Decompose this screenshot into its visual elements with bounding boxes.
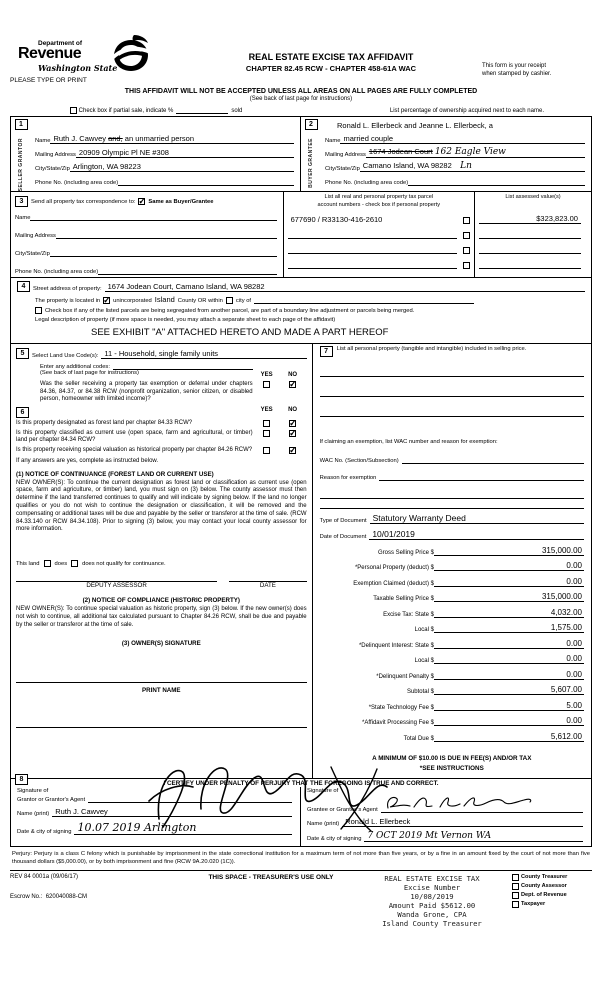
sections-5-6-column — [11, 344, 313, 778]
type-or-print-note: PLEASE TYPE OR PRINT — [10, 77, 87, 84]
section-3-correspondence — [11, 191, 591, 277]
q6-2-yes-checkbox[interactable] — [263, 430, 270, 437]
no-header-6: NO — [288, 406, 298, 413]
deputy-date-caption: DATE — [259, 582, 276, 590]
see-back-note: (See back of last page for instructions) — [40, 370, 139, 377]
certify-statement: I CERTIFY UNDER PENALTY OF PERJURY THAT THE FOREGOING IS TRUE AND CORRECT. — [163, 779, 439, 787]
form-header — [10, 40, 592, 84]
buyer-city-value: Camano Island, WA 98282 — [362, 161, 452, 170]
partial-sale-sold-label: sold — [231, 108, 243, 114]
corr-mailing-label: Mailing Address — [15, 233, 56, 240]
grantor-signature-block — [11, 787, 301, 846]
q6-3-no-checkbox[interactable] — [289, 447, 296, 454]
amt-label-2: Exemption Claimed (deduct) $ — [353, 580, 434, 587]
reason-field[interactable] — [379, 472, 584, 481]
does-qualify-checkbox[interactable] — [44, 560, 51, 567]
owner-print-name-field[interactable] — [16, 716, 307, 728]
stamp-line-3: 10/08/2019 — [410, 891, 454, 901]
grantee-signature-field[interactable] — [381, 794, 583, 813]
excise-tax-local-value[interactable]: 1,575.00 — [434, 623, 584, 633]
escrow-value: 620040088-CM — [45, 893, 88, 900]
personal-property-field-3[interactable] — [320, 405, 584, 417]
notice-1-body: NEW OWNER(S): To continue the current designation as forest land or classification as current use (open space, farm and agriculture, or timber) land, you must sign on (3) below. The county assessor must then determine if the land transferred continues to qualify and will indicate by signing below. If the land no longer qualifies or you do not wish to continue the designation or classification, it will be removed and the compensating or additional taxes will be due and payable by the seller or transferor at the time of sale. (RCW 84.33.140 or RCW 84.34.108). Prior to signing (3) below, you may contact your local county assessor for more information. — [16, 479, 307, 533]
additional-codes-field[interactable] — [113, 361, 253, 370]
seller-phone-label: Phone No. (including area code) — [35, 180, 119, 186]
section-8-number: 8 — [15, 774, 28, 785]
notice-1-title: (1) NOTICE OF CONTINUANCE (FOREST LAND OR CURRENT USE) — [16, 470, 214, 478]
rev-form-number: REV 84 0001a (09/06/17) — [10, 873, 79, 880]
seller-name-field[interactable] — [50, 134, 294, 144]
buyer-mailing-field[interactable] — [366, 147, 585, 158]
gross-selling-price-value[interactable]: 315,000.00 — [434, 546, 584, 556]
delinquent-interest-state-value[interactable]: 0.00 — [434, 639, 584, 649]
question-6-3: Is this property receiving special valuation as historical property per chapter 84.26 RCW? — [16, 446, 253, 453]
stamp-line-5: Wanda Grone, CPA — [397, 909, 467, 919]
personal-property-checkbox-2[interactable] — [463, 232, 470, 239]
parcel-number-field-2[interactable] — [288, 230, 457, 239]
ownership-note: List percentage of ownership acquired next to each name. — [389, 108, 544, 114]
county-treasurer-checkbox[interactable] — [512, 874, 519, 881]
county-or-label: County OR within — [177, 298, 223, 305]
buyer-side-label: BUYER — [307, 167, 314, 188]
stamp-line-2: Excise Number — [403, 882, 461, 892]
yes-header-5: YES — [260, 372, 273, 379]
city-of-field[interactable] — [254, 295, 474, 304]
owners-signature-title: (3) OWNER(S) SIGNATURE — [121, 639, 201, 647]
stamp-line-6: Island County Treasurer — [382, 918, 482, 928]
q6-2-no-checkbox[interactable] — [289, 430, 296, 437]
dept-of-revenue-label: Dept. of Revenue — [521, 892, 567, 899]
form-subtitle: CHAPTER 82.45 RCW - CHAPTER 458-61A WAC — [245, 64, 417, 73]
county-assessor-checkbox[interactable] — [512, 883, 519, 890]
taxpayer-checkbox[interactable] — [512, 901, 519, 908]
personal-property-field-2[interactable] — [320, 385, 584, 397]
minimum-fee-note: A MINIMUM OF $10.00 IS DUE IN FEE(S) AND/OR TAX — [372, 754, 532, 762]
personal-property-checkbox-4[interactable] — [463, 262, 470, 269]
subtotal-value[interactable]: 5,607.00 — [434, 685, 584, 695]
legal-description-label: Legal description of property (if more space is needed, you may attach a separate sheet to each page of the affidavit) — [35, 317, 336, 324]
same-as-buyer-checkbox[interactable] — [138, 198, 145, 205]
grantor-signature-field[interactable] — [88, 794, 292, 803]
grantee-signature-block — [301, 787, 591, 846]
print-name-title: PRINT NAME — [142, 686, 181, 694]
buyer-mailing-label: Mailing Address — [325, 152, 366, 158]
reason-field-2[interactable] — [320, 487, 584, 499]
grantor-date-city-label: Date & city of signing — [17, 828, 72, 835]
owner-signature-field[interactable] — [16, 671, 307, 683]
logo-brand-text: Revenue — [18, 45, 82, 62]
grantee-sig-of-label: Signature of — [307, 787, 339, 794]
dor-swoosh-icon — [110, 34, 152, 76]
deputy-assessor-caption: DEPUTY ASSESSOR — [86, 582, 147, 590]
question-6-2: Is this property classified as current use (open space, farm and agricultural, or timber) land per chapter 84.34 RCW? — [16, 429, 253, 444]
if-yes-note: If any answers are yes, complete as instructed below. — [16, 457, 159, 464]
corr-mailing-field[interactable] — [56, 230, 277, 239]
form-footer — [10, 870, 592, 928]
legal-description-value: SEE EXHIBIT "A" ATTACHED HERETO AND MADE A PART HEREOF — [91, 327, 389, 339]
seller-side-label: SELLER — [17, 168, 24, 192]
notice-2-title: (2) NOTICE OF COMPLIANCE (HISTORIC PROPERTY) — [82, 597, 240, 605]
reason-label: Reason for exemption — [319, 475, 377, 482]
seller-name-struck: and, — [108, 134, 123, 143]
amt-label-10: *State Technology Fee $ — [368, 704, 434, 711]
amt-label-0: Gross Selling Price $ — [377, 549, 434, 556]
grantor-name-print-value[interactable]: Ruth J. Cawvey — [52, 807, 292, 817]
personal-property-field-1[interactable] — [320, 365, 584, 377]
delinquent-interest-local-value[interactable]: 0.00 — [434, 654, 584, 664]
grantor-agent-label: Grantor or Grantor's Agent — [17, 796, 86, 803]
amt-label-3: Taxable Selling Price $ — [373, 596, 434, 603]
grantee-side-label: GRANTEE — [307, 138, 314, 166]
state-technology-fee-value[interactable]: 5.00 — [434, 701, 584, 711]
taxpayer-label: Taxpayer — [521, 901, 546, 908]
seller-mailing-label: Mailing Address — [35, 152, 76, 158]
q6-1-yes-checkbox[interactable] — [263, 420, 270, 427]
partial-sale-percent-field[interactable] — [176, 113, 228, 114]
amt-label-7: Local $ — [414, 658, 434, 665]
delinquent-penalty-value[interactable]: 0.00 — [434, 670, 584, 680]
section-2-number: 2 — [305, 119, 318, 130]
seller-name-value: Ruth J. Cawvey — [53, 134, 106, 143]
buyer-city-label: City/State/Zip — [325, 166, 360, 172]
question-6-1: Is this property designated as forest land per chapter 84.33 RCW? — [16, 419, 193, 426]
seller-name-label: Name — [35, 138, 51, 144]
perjury-statement: Perjury: Perjury is a class C felony which is punishable by imprisonment in the state correctional institution for a maximum term of not more than five years, or by a fine in an amount fixed by the court of not more than five thousand dollars ($5,000.00), or by both imprisonment and fine (RCW 9A.20.020 (1C)). — [12, 850, 590, 865]
question-5-1: Was the seller receiving a property tax exemption or deferral under chapters 84.36, 84.37, or 84.38 RCW (nonprofit organization, senior citizen, or disabled person, homeowner with limited income)? — [40, 381, 253, 403]
receipt-note — [482, 40, 592, 84]
q5-1-yes-checkbox[interactable] — [263, 381, 270, 388]
seller-phone-field[interactable] — [118, 177, 294, 186]
section-7-column — [313, 344, 591, 778]
taxable-selling-price-value[interactable]: 315,000.00 — [434, 592, 584, 602]
seller-city-field[interactable]: Arlington, WA 98223 — [70, 162, 294, 172]
county-treasurer-label: County Treasurer — [521, 874, 568, 881]
buyer-name-field[interactable]: married couple — [340, 134, 585, 144]
send-correspondence-label: Send all property tax correspondence to: — [31, 198, 136, 205]
treasurer-use-only-label: THIS SPACE - TREASURER'S USE ONLY — [208, 873, 334, 881]
logo-dept-text: Department of — [38, 40, 83, 47]
amt-label-4: Excise Tax: State $ — [383, 611, 434, 618]
partial-sale-checkbox[interactable] — [70, 107, 77, 114]
unincorporated-checkbox[interactable] — [103, 297, 110, 304]
amt-label-5: Local $ — [414, 627, 434, 634]
logo-state-text: Washington State — [38, 63, 118, 73]
wac-label: WAC No. (Section/Subsection) — [319, 458, 399, 465]
corr-name-label: Name — [15, 215, 31, 222]
corr-phone-label: Phone No. (including area code) — [15, 269, 99, 276]
grantor-name-print-label: Name (print) — [17, 810, 50, 817]
located-in-label: The property is located in — [35, 298, 101, 305]
assessed-value-header: List assessed value(s) — [505, 194, 561, 201]
buyer-name-label: Name — [325, 138, 341, 144]
land-use-value[interactable]: 11 - Household, single family units — [101, 349, 306, 359]
stamp-line-1: REAL ESTATE EXCISE TAX — [384, 873, 480, 883]
affidavit-processing-fee-value[interactable]: 0.00 — [434, 716, 584, 726]
section-7-number: 7 — [320, 346, 333, 357]
buyer-mailing-struck: 1674 Jodean Court — [368, 147, 433, 156]
acceptance-warning: THIS AFFIDAVIT WILL NOT BE ACCEPTED UNLESS ALL AREAS ON ALL PAGES ARE FULLY COMPLETED — [124, 88, 478, 95]
routing-checkboxes — [512, 874, 592, 928]
qualify-pre-label: This land — [16, 561, 40, 568]
section-8-signatures — [11, 775, 591, 846]
does-not-label: does not qualify for continuance. — [82, 561, 166, 568]
assessed-value-field-2[interactable] — [479, 230, 581, 239]
city-of-checkbox[interactable] — [226, 297, 233, 304]
segregated-label: Check box if any of the listed parcels are being segregated from another parcel, are part of a boundary line adjustment or parcels being merged. — [45, 308, 415, 315]
corr-phone-field[interactable] — [98, 266, 276, 275]
amt-label-12: Total Due $ — [403, 735, 434, 742]
stamp-line-4: Amount Paid $5612.00 — [388, 900, 476, 910]
grantor-sig-of-label: Signature of — [17, 787, 49, 794]
seller-mailing-field[interactable]: 20909 Olympic Pl NE #308 — [76, 148, 294, 158]
partial-sale-label: Check box if partial sale, indicate % — [78, 108, 174, 114]
assessed-value-1: $323,823.00 — [479, 214, 581, 224]
grantee-name-print-label: Name (print) — [307, 820, 340, 827]
section-1-seller — [11, 117, 301, 191]
q6-3-yes-checkbox[interactable] — [263, 447, 270, 454]
assessed-value-field-3[interactable] — [479, 245, 581, 254]
section-4-property — [11, 277, 591, 343]
partial-sale-row — [70, 107, 584, 114]
assessed-value-field-4[interactable] — [479, 260, 581, 269]
additional-codes-label: Enter any additional codes: — [40, 364, 110, 371]
buyer-mailing-handwritten: 162 Eagle View — [434, 147, 506, 157]
does-not-qualify-checkbox[interactable] — [71, 560, 78, 567]
does-label: does — [54, 561, 68, 568]
county-assessor-label: County Assessor — [521, 883, 567, 890]
treasurer-stamp — [352, 874, 512, 928]
grantee-date-city-label: Date & city of signing — [307, 835, 362, 842]
section-6-number: 6 — [16, 407, 29, 418]
buyer-phone-field[interactable] — [408, 177, 585, 186]
exemption-note: If claiming an exemption, list WAC number and reason for exemption: — [319, 439, 498, 446]
amt-label-1: *Personal Property (deduct) $ — [354, 565, 434, 572]
notice-2-body: NEW OWNER(S): To continue special valuation as historic property, sign (3) below. If the new owner(s) does not wish to continue, all additional tax calculated pursuant to Chapter 84.26 RCW, shall be due and payable by the seller or transferor at the time of sale. — [16, 606, 307, 628]
total-due-value[interactable]: 5,612.00 — [434, 732, 584, 742]
yes-header-6: YES — [260, 406, 273, 413]
receipt-note-line1: This form is your receipt — [482, 63, 547, 69]
type-of-document-value[interactable]: Statutory Warranty Deed — [370, 513, 584, 524]
corr-city-label: City/State/Zip — [15, 251, 50, 258]
grantee-date-city-value[interactable]: 7 OCT 2019 Mt Vernon WA — [364, 831, 583, 842]
parcel-number-field-4[interactable] — [288, 260, 457, 269]
form-title: REAL ESTATE EXCISE TAX AFFIDAVIT — [248, 52, 414, 62]
section-1-number: 1 — [15, 119, 28, 130]
segregated-checkbox[interactable] — [35, 307, 42, 314]
seller-city-label: City/State/Zip — [35, 166, 70, 172]
grantee-name-print-value[interactable]: Ronald L. Ellerbeck — [342, 817, 583, 827]
personal-property-checkbox-1[interactable] — [463, 217, 470, 224]
street-address-value[interactable]: 1674 Jodean Court, Camano Island, WA 98282 — [105, 282, 585, 292]
city-of-label: city of — [235, 298, 252, 305]
excise-tax-state-value[interactable]: 4,032.00 — [434, 608, 584, 618]
section-5-number: 5 — [16, 348, 29, 359]
unincorporated-label: unincorporated — [113, 298, 152, 305]
buyer-name-line1: Ronald L. Ellerbeck and Jeanne L. Ellerbeck, a — [337, 121, 493, 130]
same-as-buyer-label: Same as Buyer/Grantee — [148, 198, 214, 205]
parcel-number-field-3[interactable] — [288, 245, 457, 254]
escrow-label: Escrow No.: — [10, 893, 43, 900]
grantee-signature-scrawl — [384, 794, 534, 812]
acceptance-warning-sub: (See back of last page for instructions) — [249, 96, 353, 102]
buyer-phone-label: Phone No. (including area code) — [325, 180, 409, 186]
personal-property-label: List all personal property (tangible and intangible) included in selling price. — [336, 346, 527, 353]
see-instructions-note: *SEE INSTRUCTIONS — [419, 764, 484, 772]
parcel-header-line1: List all real and personal property tax parcel — [324, 194, 434, 201]
amt-label-11: *Affidavit Processing Fee $ — [362, 720, 434, 727]
exemption-claimed-value[interactable]: 0.00 — [434, 577, 584, 587]
parcel-header-line2: account numbers - check box if personal property — [317, 201, 441, 208]
dor-logo — [10, 40, 180, 84]
section-2-buyer — [301, 117, 591, 191]
reason-field-3[interactable] — [320, 501, 584, 509]
receipt-note-line2: when stamped by cashier. — [482, 71, 552, 78]
personal-property-deduct-value[interactable]: 0.00 — [434, 561, 584, 571]
affidavit-main-box — [10, 116, 592, 847]
no-header-5: NO — [288, 372, 298, 379]
date-of-document-value[interactable]: 10/01/2019 — [369, 529, 584, 540]
q6-1-no-checkbox[interactable] — [289, 420, 296, 427]
seller-name-suffix: an unmarried person — [124, 134, 195, 143]
corr-name-field[interactable] — [30, 212, 276, 221]
street-address-label: Street address of property: — [33, 286, 102, 293]
section-4-number: 4 — [17, 281, 30, 292]
grantor-side-label: GRANTOR — [17, 138, 24, 167]
corr-city-field[interactable] — [50, 248, 277, 257]
county-value: Island — [154, 295, 175, 305]
amt-label-8: *Delinquent Penalty $ — [376, 673, 434, 680]
affidavit-page — [10, 40, 592, 928]
amt-label-9: Subtotal $ — [406, 689, 434, 696]
section-3-number: 3 — [15, 196, 28, 207]
amt-label-6: *Delinquent Interest: State $ — [358, 642, 434, 649]
dept-of-revenue-checkbox[interactable] — [512, 892, 519, 899]
date-of-document-label: Date of Document — [319, 534, 367, 541]
parcel-number-value: 677690 / R33130-416-2610 — [290, 214, 383, 224]
buyer-city-field[interactable] — [360, 161, 585, 172]
wac-field[interactable] — [402, 455, 584, 464]
grantor-date-city-value[interactable]: 10.07 2019 Arlington — [74, 821, 292, 835]
land-use-label: Select Land Use Code(s): — [32, 353, 99, 360]
grantee-agent-label: Grantee or Grantee's Agent — [307, 806, 378, 813]
buyer-city-handwritten: Ln — [460, 161, 472, 171]
personal-property-checkbox-3[interactable] — [463, 247, 470, 254]
type-of-document-label: Type of Document — [319, 518, 367, 525]
q5-1-no-checkbox[interactable] — [289, 381, 296, 388]
